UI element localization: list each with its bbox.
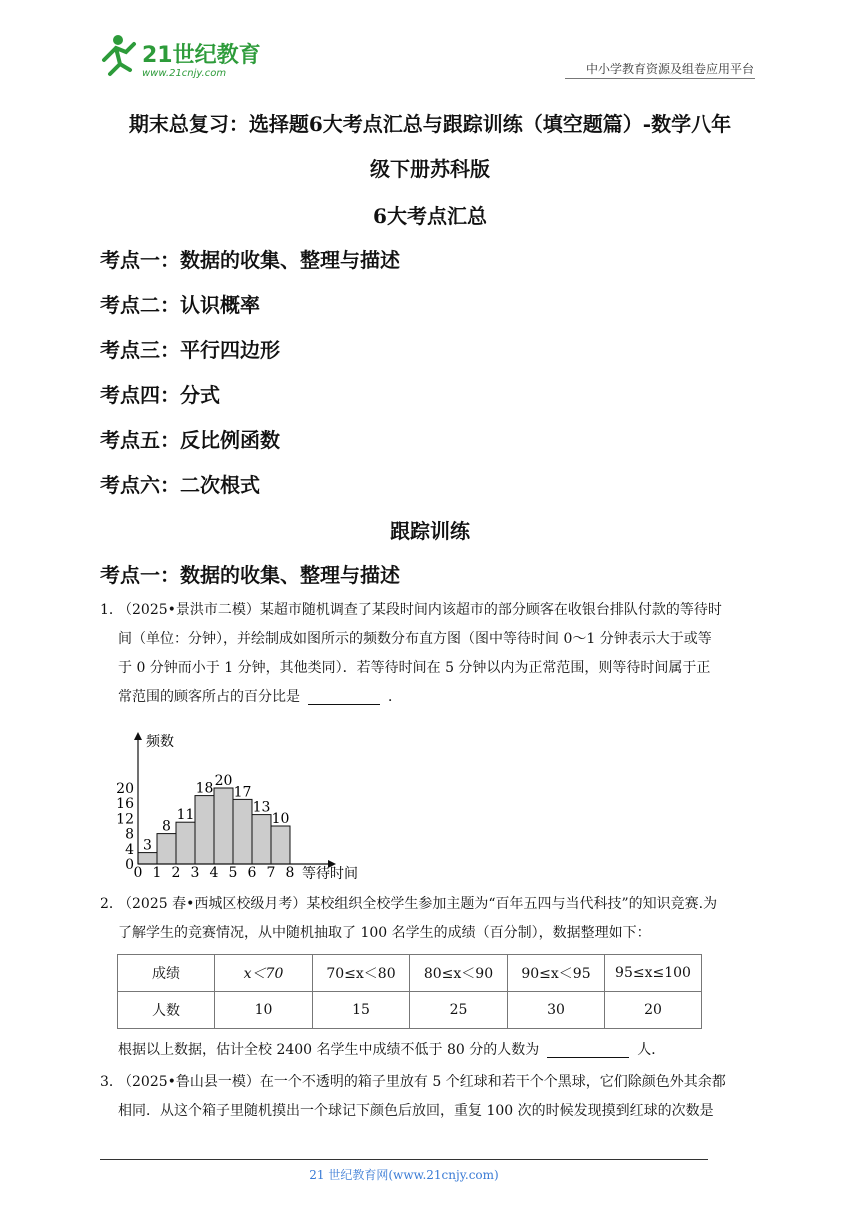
histogram-bar: [138, 853, 157, 864]
answer-blank[interactable]: [547, 1043, 629, 1058]
x-tick-label: 6: [247, 865, 257, 880]
page-title-line1: 期末总复习：选择题6大考点汇总与跟踪训练（填空题篇）-数学八年: [128, 112, 732, 136]
histogram-bar: [252, 815, 271, 864]
logo: [96, 30, 266, 82]
footer-text: 21 世纪教育网(www.21cnjy.com): [309, 1168, 499, 1182]
table-cell: 20: [605, 992, 702, 1029]
topic-item: 考点六：二次根式: [100, 473, 260, 497]
page-title-line2: 级下册苏科版: [370, 157, 490, 181]
bar-value-label: 8: [162, 818, 171, 835]
question-line: 常范围的顾客所占的百分比是: [118, 689, 300, 705]
question-number: 1．: [100, 602, 123, 618]
table-cell: 成绩: [118, 955, 215, 992]
table-cell: 30: [508, 992, 605, 1029]
bar-value-label: 17: [233, 784, 252, 801]
x-axis-label: 等待时间: [302, 866, 358, 880]
score-table: [117, 954, 702, 1029]
histogram-bar: [157, 834, 176, 864]
y-tick-label: 16: [116, 796, 134, 813]
logo-url: www.21cnjy.com: [142, 68, 227, 79]
x-tick-label: 3: [190, 865, 200, 880]
histogram-bar: [271, 826, 290, 864]
footer-divider: [100, 1159, 708, 1160]
bar-value-label: 13: [252, 799, 271, 816]
question-line: 间（单位：分钟），并绘制成如图所示的频数分布直方图（图中等待时间 0～1 分钟表示大于或等: [118, 631, 712, 647]
question-line: （2025•鲁山县一模）在一个不透明的箱子里放有 5 个红球和若干个个黑球，它们除颜色外其余都: [118, 1074, 726, 1090]
topic-item: 考点一：数据的收集、整理与描述: [100, 248, 400, 272]
question-end: ．: [388, 689, 402, 705]
x-tick-label: 2: [171, 865, 181, 880]
table-cell: 80≤x＜90: [410, 955, 508, 992]
table-row: [118, 955, 702, 992]
bar-value-label: 11: [176, 807, 195, 824]
question-line: 根据以上数据，估计全校 2400 名学生中成绩不低于 80 分的人数为: [118, 1042, 540, 1058]
bar-value-label: 20: [214, 773, 233, 789]
training-topic: 考点一：数据的收集、整理与描述: [100, 563, 400, 587]
logo-runner-icon: [96, 30, 266, 82]
y-axis-label: 频数: [146, 734, 174, 750]
header-divider: [565, 78, 755, 79]
y-tick-label: 0: [125, 857, 134, 873]
question-2: [100, 890, 763, 948]
question-line: 相同．从这个箱子里随机摸出一个球记下颜色后放回，重复 100 次的时候发现摸到红球的次数是: [118, 1103, 714, 1119]
table-cell: 15: [313, 992, 410, 1029]
table-row: [118, 992, 702, 1029]
question-number: 2．: [100, 896, 123, 912]
histogram-svg: [116, 730, 376, 880]
table-cell: 90≤x＜95: [508, 955, 605, 992]
question-1: [100, 596, 763, 712]
x-tick-label: 5: [228, 865, 238, 880]
y-axis-arrow-icon: [134, 732, 142, 740]
topic-item: 考点四：分式: [100, 383, 220, 407]
y-tick-label: 20: [116, 781, 134, 797]
table-cell: 95≤x≤100: [605, 955, 702, 992]
question-3: [100, 1068, 763, 1126]
histogram-bar: [233, 799, 252, 864]
y-tick-label: 12: [116, 811, 134, 828]
question-line: 于 0 分钟而小于 1 分钟，其他类同）．若等待时间在 5 分钟以内为正常范围，则等待时间属于正: [118, 660, 711, 676]
header-platform-text: 中小学教育资源及组卷应用平台: [585, 62, 754, 76]
table-cell: 10: [215, 992, 313, 1029]
table-cell: 25: [410, 992, 508, 1029]
x-tick-label: 8: [285, 865, 295, 880]
question-end: 人．: [637, 1042, 666, 1058]
question-line: （2025 春•西城区校级月考）某校组织全校学生参加主题为“百年五四与当代科技”的知识竞赛.为: [118, 896, 718, 912]
histogram-chart: [116, 730, 376, 880]
x-tick-label: 1: [152, 865, 162, 880]
y-tick-label: 8: [125, 826, 134, 843]
question-2-followup: [118, 1036, 763, 1065]
x-tick-label: 4: [209, 865, 219, 880]
answer-blank[interactable]: [308, 690, 380, 705]
histogram-bar: [214, 788, 233, 864]
bar-value-label: 10: [271, 811, 290, 827]
x-tick-label: 7: [266, 865, 276, 880]
topic-item: 考点二：认识概率: [100, 293, 260, 317]
question-number: 3．: [100, 1074, 123, 1090]
topic-item: 考点三：平行四边形: [100, 338, 280, 362]
x-tick-label: 0: [133, 865, 143, 880]
training-heading: 跟踪训练: [390, 519, 470, 543]
question-line: 了解学生的竞赛情况，从中随机抽取了 100 名学生的成绩（百分制），数据整理如下：: [118, 925, 651, 941]
bar-value-label: 3: [143, 837, 152, 854]
table-cell: x＜70: [215, 955, 313, 992]
question-line: （2025•景洪市二模）某超市随机调查了某段时间内该超市的部分顾客在收银台排队付款的等待时: [118, 602, 722, 618]
logo-text: 21世纪教育: [142, 43, 261, 68]
histogram-bar: [176, 822, 195, 864]
table-cell: 人数: [118, 992, 215, 1029]
topic-item: 考点五：反比例函数: [100, 428, 280, 452]
bar-value-label: 18: [195, 780, 214, 797]
y-tick-label: 4: [125, 841, 134, 858]
histogram-bar: [195, 796, 214, 864]
table-cell: 70≤x＜80: [313, 955, 410, 992]
summary-heading: 6大考点汇总: [373, 204, 487, 228]
